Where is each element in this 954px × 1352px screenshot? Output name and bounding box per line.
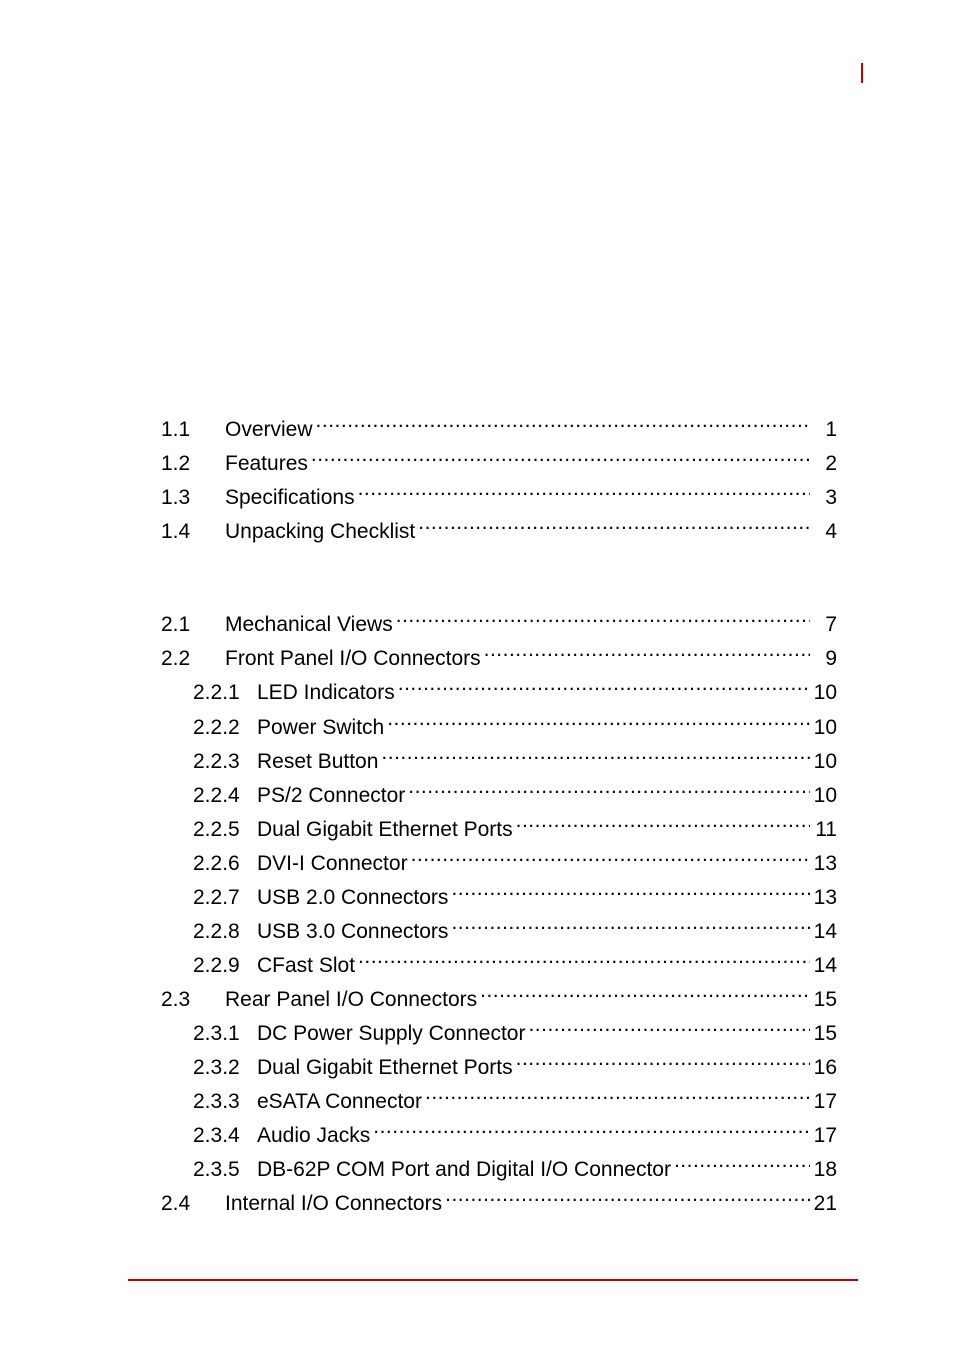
toc-entry[interactable] [193, 1010, 837, 1045]
toc-entry-page: 10 [813, 784, 837, 807]
toc-entry[interactable] [193, 1112, 837, 1147]
toc-entry-title: Unpacking Checklist [225, 520, 416, 543]
toc-entry-title: CFast Slot [257, 954, 356, 977]
toc-dot-leader [396, 601, 810, 631]
toc-entry-number: 2.2.2 [193, 716, 240, 739]
toc-entry-title: DVI-I Connector [257, 852, 408, 875]
toc-dot-leader [411, 840, 810, 870]
toc-entry[interactable] [161, 440, 837, 475]
toc-dot-leader [358, 942, 810, 972]
toc-dot-leader [311, 440, 810, 470]
toc-dot-leader [358, 474, 810, 504]
toc-entry-number: 2.3.5 [193, 1158, 240, 1181]
toc-dot-leader [381, 738, 810, 768]
toc-entry[interactable] [161, 508, 837, 543]
toc-entry-page: 9 [825, 647, 837, 670]
toc-entry[interactable] [193, 1146, 837, 1181]
toc-entry-page: 15 [813, 988, 837, 1011]
toc-entry-title: DB-62P COM Port and Digital I/O Connector [257, 1158, 671, 1181]
toc-entry-title: Overview [225, 418, 313, 441]
toc-entry-page: 3 [825, 486, 837, 509]
toc-entry-page: 11 [815, 818, 837, 841]
toc-entry-page: 16 [813, 1056, 837, 1079]
toc-entry-number: 1.2 [161, 452, 191, 475]
toc-entry-title: Front Panel I/O Connectors [225, 647, 481, 670]
toc-entry-page: 15 [813, 1022, 837, 1045]
toc-dot-leader [674, 1146, 810, 1176]
toc-entry-title: Audio Jacks [257, 1124, 371, 1147]
toc-entry[interactable] [193, 806, 837, 841]
toc-dot-leader [387, 704, 810, 734]
toc-entry[interactable] [193, 738, 837, 773]
toc-entry-title: Specifications [225, 486, 355, 509]
toc-entry-page: 7 [825, 613, 837, 636]
toc-entry[interactable] [161, 635, 837, 670]
toc-dot-leader [418, 508, 810, 538]
toc-dot-leader [408, 772, 810, 802]
toc-entry-page: 21 [813, 1192, 837, 1215]
toc-dot-leader [316, 406, 810, 436]
toc-dot-leader [445, 1180, 810, 1210]
toc-entry-page: 13 [813, 886, 837, 909]
toc-dot-leader [516, 1044, 810, 1074]
toc-entry-number: 2.2.7 [193, 886, 240, 909]
toc-entry-number: 2.3.3 [193, 1090, 240, 1113]
footer-rule [128, 1279, 858, 1281]
toc-entry-number: 2.2 [161, 647, 191, 670]
toc-entry-number: 1.4 [161, 520, 191, 543]
toc-entry[interactable] [161, 406, 837, 441]
toc-dot-leader [528, 1010, 810, 1040]
toc-entry-number: 2.3.4 [193, 1124, 240, 1147]
toc-entry-page: 2 [825, 452, 837, 475]
toc-dot-leader [373, 1112, 810, 1142]
toc-entry-number: 2.2.8 [193, 920, 240, 943]
toc-entry-title: eSATA Connector [257, 1090, 422, 1113]
toc-entry-title: Features [225, 452, 308, 475]
toc-entry[interactable] [193, 669, 837, 704]
toc-entry-title: Rear Panel I/O Connectors [225, 988, 478, 1011]
toc-entry-number: 2.2.1 [193, 681, 240, 704]
toc-entry-page: 10 [813, 716, 837, 739]
toc-entry-title: Dual Gigabit Ethernet Ports [257, 818, 513, 841]
toc-entry[interactable] [193, 772, 837, 807]
toc-dot-leader [398, 669, 810, 699]
toc-dot-leader [451, 908, 810, 938]
toc-entry-number: 2.3.2 [193, 1056, 240, 1079]
toc-entry-title: Mechanical Views [225, 613, 393, 636]
toc-entry-page: 10 [813, 750, 837, 773]
toc-entry-page: 4 [825, 520, 837, 543]
toc-entry-number: 1.1 [161, 418, 191, 441]
toc-entry-number: 2.4 [161, 1192, 191, 1215]
toc-entry-number: 2.2.5 [193, 818, 240, 841]
toc-entry[interactable] [193, 1078, 837, 1113]
toc-entry-page: 17 [813, 1090, 837, 1113]
toc-dot-leader [480, 976, 810, 1006]
toc-entry-page: 14 [813, 954, 837, 977]
toc-entry-number: 2.3.1 [193, 1022, 240, 1045]
toc-entry-title: Power Switch [257, 716, 385, 739]
toc-entry-title: USB 3.0 Connectors [257, 920, 449, 943]
toc-entry-number: 2.3 [161, 988, 191, 1011]
toc-entry-title: Internal I/O Connectors [225, 1192, 443, 1215]
toc-entry-number: 1.3 [161, 486, 191, 509]
toc-entry-page: 18 [813, 1158, 837, 1181]
toc-entry-page: 17 [813, 1124, 837, 1147]
toc-dot-leader [451, 874, 810, 904]
toc-entry-number: 2.2.4 [193, 784, 240, 807]
toc-entry-title: Reset Button [257, 750, 379, 773]
toc-entry[interactable] [161, 976, 837, 1011]
toc-entry[interactable] [193, 874, 837, 909]
toc-entry[interactable] [193, 908, 837, 943]
toc-entry[interactable] [161, 1180, 837, 1215]
toc-entry-title: USB 2.0 Connectors [257, 886, 449, 909]
toc-entry[interactable] [161, 474, 837, 509]
toc-entry-title: Dual Gigabit Ethernet Ports [257, 1056, 513, 1079]
toc-entry[interactable] [193, 1044, 837, 1079]
toc-entry-number: 2.1 [161, 613, 191, 636]
toc-entry-page: 14 [813, 920, 837, 943]
toc-entry-number: 2.2.3 [193, 750, 240, 773]
header-corner-mark [861, 63, 863, 83]
toc-entry-title: DC Power Supply Connector [257, 1022, 526, 1045]
toc-entry[interactable] [193, 840, 837, 875]
toc-dot-leader [516, 806, 810, 836]
toc-entry-page: 10 [813, 681, 837, 704]
toc-entry-page: 13 [813, 852, 837, 875]
toc-entry[interactable] [161, 601, 837, 636]
toc-entry[interactable] [193, 942, 837, 977]
toc-entry-number: 2.2.9 [193, 954, 240, 977]
toc-entry-number: 2.2.6 [193, 852, 240, 875]
toc-entry-page: 1 [825, 418, 837, 441]
toc-dot-leader [425, 1078, 810, 1108]
toc-entry[interactable] [193, 704, 837, 739]
toc-dot-leader [484, 635, 810, 665]
toc-entry-title: PS/2 Connector [257, 784, 406, 807]
toc-entry-title: LED Indicators [257, 681, 395, 704]
